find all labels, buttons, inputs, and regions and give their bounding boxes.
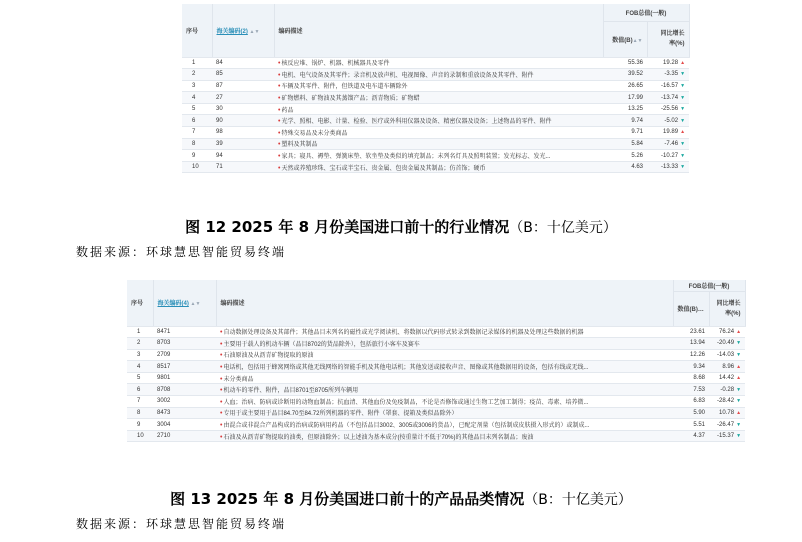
- row-description: •机动车的零件、附件，品目8701至8705所列车辆用: [216, 384, 673, 396]
- table-row: [127, 430, 745, 442]
- bullet-icon: •: [220, 329, 223, 337]
- row-seq: 2: [182, 69, 212, 81]
- row-value: 23.61: [673, 326, 709, 338]
- row-hs-code: 8708: [153, 384, 216, 396]
- row-description: •石油及从沥青矿物提取的油类，但原油除外；以上述油为基本成分(按重量计不低于70%)的其他品目未列名制品；废油: [216, 430, 673, 442]
- trend-up-icon: ▲: [680, 129, 686, 136]
- trend-up-icon: ▲: [736, 375, 742, 382]
- row-yoy-change: -0.28 ▼: [709, 384, 745, 396]
- header-description: 编码描述: [216, 280, 673, 326]
- trend-down-icon: ▼: [680, 152, 686, 159]
- trend-down-icon: ▼: [680, 117, 686, 124]
- trend-down-icon: ▼: [680, 140, 686, 147]
- row-seq: 3: [127, 349, 153, 361]
- row-value: 39.52: [603, 69, 647, 81]
- row-hs-code: 98: [212, 127, 274, 139]
- row-yoy-change: -16.57 ▼: [647, 80, 689, 92]
- row-seq: 3: [182, 80, 212, 92]
- row-seq: 5: [182, 103, 212, 115]
- table-row: [182, 127, 689, 139]
- row-hs-code: 3002: [153, 396, 216, 408]
- header-hs-code[interactable]: 海关编码(2) ▲▼: [212, 4, 274, 57]
- table-row: [127, 361, 745, 373]
- table-row: [182, 92, 689, 104]
- bullet-icon: •: [220, 433, 223, 441]
- row-value: 5.84: [603, 138, 647, 150]
- row-yoy-change: 10.78 ▲: [709, 407, 745, 419]
- row-value: 5.51: [673, 419, 709, 431]
- row-description: •电话机，包括用于蜂窝网络或其他无线网络的智能手机及其他电话机；其他发送或接收声音、图像或其他数据用的设备，包括有线或无线...: [216, 361, 673, 373]
- row-description: •专用于或主要用于品目84.70至84.72所列机器的零件、附件（罩套、提箱及类似品除外）: [216, 407, 673, 419]
- row-seq: 9: [182, 150, 212, 162]
- header-value[interactable]: 数值(B)▲▼: [673, 291, 709, 326]
- bullet-icon: •: [278, 164, 281, 172]
- figure-13-caption: 图 13 2025 年 8 月份美国进口前十的产品品类情况（B：十亿美元）: [170, 490, 632, 508]
- row-hs-code: 8517: [153, 361, 216, 373]
- row-description: •电机、电气设备及其零件；录音机及放声机、电视图像、声音的录制和重放设备及其零件、附件: [274, 69, 603, 81]
- bullet-icon: •: [220, 352, 223, 360]
- table-row: [127, 419, 745, 431]
- row-hs-code: 2709: [153, 349, 216, 361]
- row-yoy-change: -26.47 ▼: [709, 419, 745, 431]
- trend-down-icon: ▼: [680, 94, 686, 101]
- table-row: [127, 349, 745, 361]
- header-hs-code[interactable]: 海关编码(4) ▲▼: [153, 280, 216, 326]
- header-yoy[interactable]: 同比增长 率(%): [647, 21, 689, 57]
- row-seq: 8: [127, 407, 153, 419]
- row-hs-code: 8471: [153, 326, 216, 338]
- row-hs-code: 87: [212, 80, 274, 92]
- bullet-icon: •: [220, 387, 223, 395]
- trend-down-icon: ▼: [680, 164, 686, 171]
- table-row: [127, 396, 745, 408]
- row-hs-code: 84: [212, 57, 274, 69]
- row-seq: 10: [182, 161, 212, 173]
- row-description: •由混合或非混合产品构成的治病或防病用药品（不包括品目3002、3005或3006的货品），已配定剂量（包括制成皮肤摄入形式的）或制成...: [216, 419, 673, 431]
- row-seq: 6: [182, 115, 212, 127]
- bullet-icon: •: [278, 95, 281, 103]
- row-hs-code: 39: [212, 138, 274, 150]
- header-description: 编码描述: [274, 4, 603, 57]
- row-value: 12.26: [673, 349, 709, 361]
- table-row: [127, 338, 745, 350]
- table-row: [127, 326, 745, 338]
- row-yoy-change: -3.35 ▼: [647, 69, 689, 81]
- bullet-icon: •: [278, 106, 281, 114]
- row-seq: 1: [182, 57, 212, 69]
- bullet-icon: •: [278, 129, 281, 137]
- row-value: 9.34: [673, 361, 709, 373]
- row-hs-code: 71: [212, 161, 274, 173]
- sort-icon: ▲▼: [190, 301, 201, 308]
- row-seq: 4: [182, 92, 212, 104]
- row-description: •药品: [274, 103, 603, 115]
- row-hs-code: 8473: [153, 407, 216, 419]
- row-yoy-change: -20.49 ▼: [709, 338, 745, 350]
- row-yoy-change: -25.56 ▼: [647, 103, 689, 115]
- row-hs-code: 2710: [153, 430, 216, 442]
- trend-down-icon: ▼: [736, 433, 742, 440]
- row-value: 4.37: [673, 430, 709, 442]
- row-hs-code: 94: [212, 150, 274, 162]
- bullet-icon: •: [278, 83, 281, 91]
- row-hs-code: 3004: [153, 419, 216, 431]
- figure-12-caption: 图 12 2025 年 8 月份美国进口前十的行业情况（B：十亿美元）: [185, 218, 617, 236]
- row-description: •人血；治病、防病或诊断用的动物血制品；抗血清、其他血份及免疫制品，不论是否修饰或通过生物工艺加工制得；疫苗、毒素、培养微...: [216, 396, 673, 408]
- row-value: 13.25: [603, 103, 647, 115]
- row-value: 13.94: [673, 338, 709, 350]
- row-description: •特殊交易品及未分类商品: [274, 127, 603, 139]
- table-row: [182, 69, 689, 81]
- row-value: 17.99: [603, 92, 647, 104]
- bullet-icon: •: [220, 422, 223, 430]
- row-yoy-change: -28.42 ▼: [709, 396, 745, 408]
- row-value: 55.36: [603, 57, 647, 69]
- bullet-icon: •: [278, 60, 281, 68]
- table-row: [182, 138, 689, 150]
- row-seq: 1: [127, 326, 153, 338]
- row-hs-code: 8703: [153, 338, 216, 350]
- trend-down-icon: ▼: [736, 421, 742, 428]
- row-description: •天然或养殖珍珠、宝石或半宝石、贵金属、包贵金属及其制品；仿首饰；硬币: [274, 161, 603, 173]
- row-description: •石油原油及从沥青矿物提取的原油: [216, 349, 673, 361]
- trend-up-icon: ▲: [736, 363, 742, 370]
- row-description: •主要用于载人的机动车辆（品目8702的货品除外），包括旅行小客车及赛车: [216, 338, 673, 350]
- product-import-table: [127, 280, 746, 442]
- row-seq: 9: [127, 419, 153, 431]
- table-row: [182, 103, 689, 115]
- row-description: •家具；寝具、褥垫、弹簧床垫、软坐垫及类似的填充制品；未列名灯具及照明装置；发光标志、发光...: [274, 150, 603, 162]
- header-yoy[interactable]: 同比增长 率(%): [709, 291, 745, 326]
- trend-down-icon: ▼: [680, 71, 686, 78]
- header-value[interactable]: 数值(B)▲▼: [603, 21, 647, 57]
- row-hs-code: 9801: [153, 372, 216, 384]
- row-seq: 7: [182, 127, 212, 139]
- trend-down-icon: ▼: [680, 82, 686, 89]
- row-yoy-change: 19.89 ▲: [647, 127, 689, 139]
- row-seq: 8: [182, 138, 212, 150]
- table-row: [127, 384, 745, 396]
- table-row: [182, 161, 689, 173]
- sort-icon: ▲▼: [632, 37, 643, 44]
- row-seq: 2: [127, 338, 153, 350]
- trend-down-icon: ▼: [736, 340, 742, 347]
- row-yoy-change: -14.03 ▼: [709, 349, 745, 361]
- industry-import-table: [182, 4, 690, 173]
- row-yoy-change: -13.74 ▼: [647, 92, 689, 104]
- header-seq: 序号: [182, 4, 212, 57]
- bullet-icon: •: [278, 71, 281, 79]
- trend-down-icon: ▼: [680, 106, 686, 113]
- row-seq: 10: [127, 430, 153, 442]
- row-value: 5.90: [673, 407, 709, 419]
- row-value: 9.71: [603, 127, 647, 139]
- row-yoy-change: 14.42 ▲: [709, 372, 745, 384]
- trend-down-icon: ▼: [736, 351, 742, 358]
- bullet-icon: •: [220, 410, 223, 418]
- figure-12-source: 数据来源：环球慧思智能贸易终端: [76, 245, 287, 259]
- trend-down-icon: ▼: [736, 398, 742, 405]
- bullet-icon: •: [220, 340, 223, 348]
- row-hs-code: 90: [212, 115, 274, 127]
- row-value: 8.68: [673, 372, 709, 384]
- row-yoy-change: 8.96 ▲: [709, 361, 745, 373]
- bullet-icon: •: [278, 153, 281, 161]
- row-description: •核反应堆、锅炉、机器、机械器具及零件: [274, 57, 603, 69]
- row-description: •未分类商品: [216, 372, 673, 384]
- row-hs-code: 85: [212, 69, 274, 81]
- row-description: •矿物燃料、矿物油及其蒸馏产品；沥青物质；矿物蜡: [274, 92, 603, 104]
- header-fob-total: FOB总值(一般): [673, 280, 745, 291]
- row-description: •车辆及其零件、附件，但铁道及电车道车辆除外: [274, 80, 603, 92]
- table-row: [182, 80, 689, 92]
- row-description: •光学、照相、电影、计量、检验、医疗或外科用仪器及设备、精密仪器及设备；上述物品的零件、附件: [274, 115, 603, 127]
- bullet-icon: •: [278, 118, 281, 126]
- row-description: •自动数据处理设备及其部件；其他品目未列名的磁性或光学阅读机、将数据以代码形式转录到数据记录媒体的机器及处理这些数据的机器: [216, 326, 673, 338]
- row-yoy-change: -13.33 ▼: [647, 161, 689, 173]
- row-seq: 6: [127, 384, 153, 396]
- table-row: [182, 57, 689, 69]
- table-row: [182, 115, 689, 127]
- row-seq: 5: [127, 372, 153, 384]
- header-seq: 序号: [127, 280, 153, 326]
- sort-icon: ▲▼: [697, 307, 708, 313]
- trend-up-icon: ▲: [736, 409, 742, 416]
- bullet-icon: •: [220, 364, 223, 372]
- table-row: [127, 372, 745, 384]
- row-value: 5.26: [603, 150, 647, 162]
- row-yoy-change: 19.28 ▲: [647, 57, 689, 69]
- row-yoy-change: 76.24 ▲: [709, 326, 745, 338]
- sort-icon: ▲▼: [249, 28, 260, 35]
- row-value: 9.74: [603, 115, 647, 127]
- row-yoy-change: -10.27 ▼: [647, 150, 689, 162]
- row-value: 6.83: [673, 396, 709, 408]
- row-seq: 7: [127, 396, 153, 408]
- row-hs-code: 27: [212, 92, 274, 104]
- trend-up-icon: ▲: [680, 59, 686, 66]
- row-description: •塑料及其制品: [274, 138, 603, 150]
- row-hs-code: 30: [212, 103, 274, 115]
- row-yoy-change: -7.46 ▼: [647, 138, 689, 150]
- trend-up-icon: ▲: [736, 328, 742, 335]
- row-seq: 4: [127, 361, 153, 373]
- row-yoy-change: -5.02 ▼: [647, 115, 689, 127]
- table-row: [182, 150, 689, 162]
- header-fob-total: FOB总值(一般): [603, 4, 689, 21]
- row-value: 26.65: [603, 80, 647, 92]
- row-yoy-change: -15.37 ▼: [709, 430, 745, 442]
- bullet-icon: •: [220, 398, 223, 406]
- table-row: [127, 407, 745, 419]
- row-value: 7.53: [673, 384, 709, 396]
- figure-13-source: 数据来源：环球慧思智能贸易终端: [76, 517, 287, 531]
- bullet-icon: •: [278, 141, 281, 149]
- bullet-icon: •: [220, 375, 223, 383]
- row-value: 4.63: [603, 161, 647, 173]
- trend-down-icon: ▼: [736, 386, 742, 393]
